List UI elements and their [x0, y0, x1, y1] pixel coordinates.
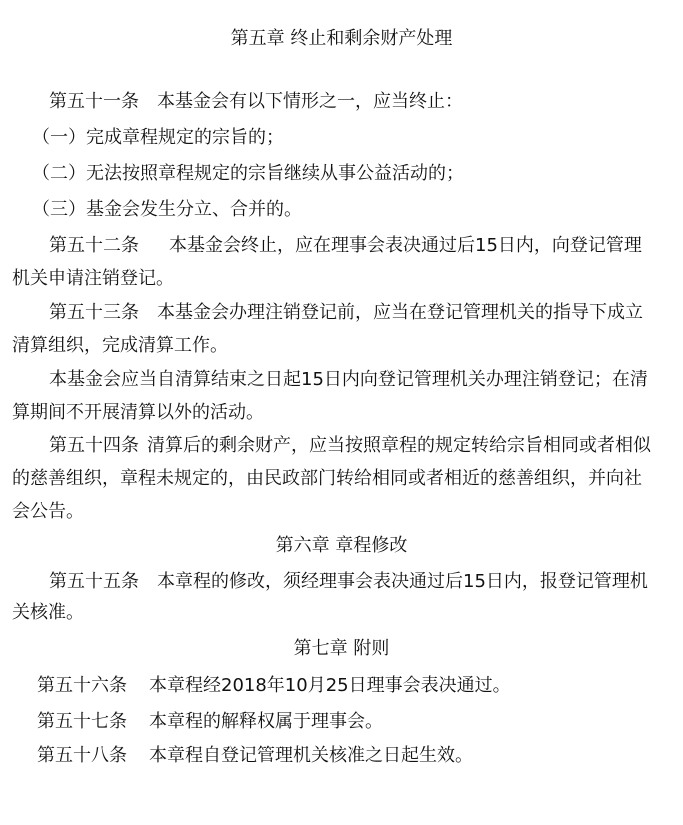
- article-56: [37, 674, 511, 698]
- chapter-7-title: 第七章 附则: [293, 638, 390, 659]
- article-55-heading: 第五十五条: [49, 571, 139, 592]
- article-51: [49, 90, 463, 114]
- article-51-item-1: （一）完成章程规定的宗旨的；: [32, 127, 284, 148]
- article-52-line-2: 机关申请注销登记。: [12, 268, 174, 289]
- article-56-text: 本章程经2018年10月25日理事会表决通过。: [149, 675, 511, 696]
- article-57: [37, 710, 383, 734]
- article-55-line-1: [49, 570, 648, 594]
- article-55-line-2: 关核准。: [12, 602, 84, 623]
- article-51-heading: 第五十一条: [49, 91, 139, 112]
- article-53-text: 本基金会办理注销登记前，应当在登记管理机关的指导下成立: [157, 302, 643, 323]
- article-51-item-2: （二）无法按照章程规定的宗旨继续从事公益活动的；: [32, 163, 464, 184]
- chapter-5-title: 第五章 终止和剩余财产处理: [230, 28, 453, 49]
- article-53-line-1: [49, 301, 643, 325]
- article-53-line-2: 清算组织，完成清算工作。: [12, 335, 228, 356]
- article-55-text: 本章程的修改，须经理事会表决通过后15日内，报登记管理机: [157, 571, 648, 592]
- article-57-text: 本章程的解释权属于理事会。: [149, 711, 383, 732]
- article-57-heading: 第五十七条: [37, 711, 127, 732]
- article-54-line-1: [49, 434, 651, 458]
- article-54-heading: 第五十四条: [49, 435, 139, 456]
- article-52-text: 本基金会终止，应在理事会表决通过后15日内，向登记管理: [169, 235, 642, 256]
- article-53-heading: 第五十三条: [49, 302, 139, 323]
- article-52-heading: 第五十二条: [49, 235, 139, 256]
- liquidation-paragraph-line-2: 算期间不开展清算以外的活动。: [12, 402, 264, 423]
- article-56-heading: 第五十六条: [37, 675, 127, 696]
- article-54-line-3: 会公告。: [12, 501, 84, 522]
- liquidation-paragraph-line-1: 本基金会应当自清算结束之日起15日内向登记管理机关办理注销登记；在清: [49, 369, 648, 390]
- chapter-6-title: 第六章 章程修改: [275, 535, 408, 556]
- article-58-text: 本章程自登记管理机关核准之日起生效。: [149, 745, 473, 766]
- article-51-text: 本基金会有以下情形之一，应当终止：: [157, 91, 463, 112]
- article-51-item-3: （三）基金会发生分立、合并的。: [32, 199, 302, 220]
- article-54-line-2: 的慈善组织，章程未规定的，由民政部门转给相同或者相近的慈善组织，并向社: [12, 468, 642, 489]
- article-54-text: 清算后的剩余财产，应当按照章程的规定转给宗旨相同或者相似: [147, 435, 651, 456]
- article-58: [37, 744, 473, 768]
- article-58-heading: 第五十八条: [37, 745, 127, 766]
- article-52-line-1: [49, 234, 642, 258]
